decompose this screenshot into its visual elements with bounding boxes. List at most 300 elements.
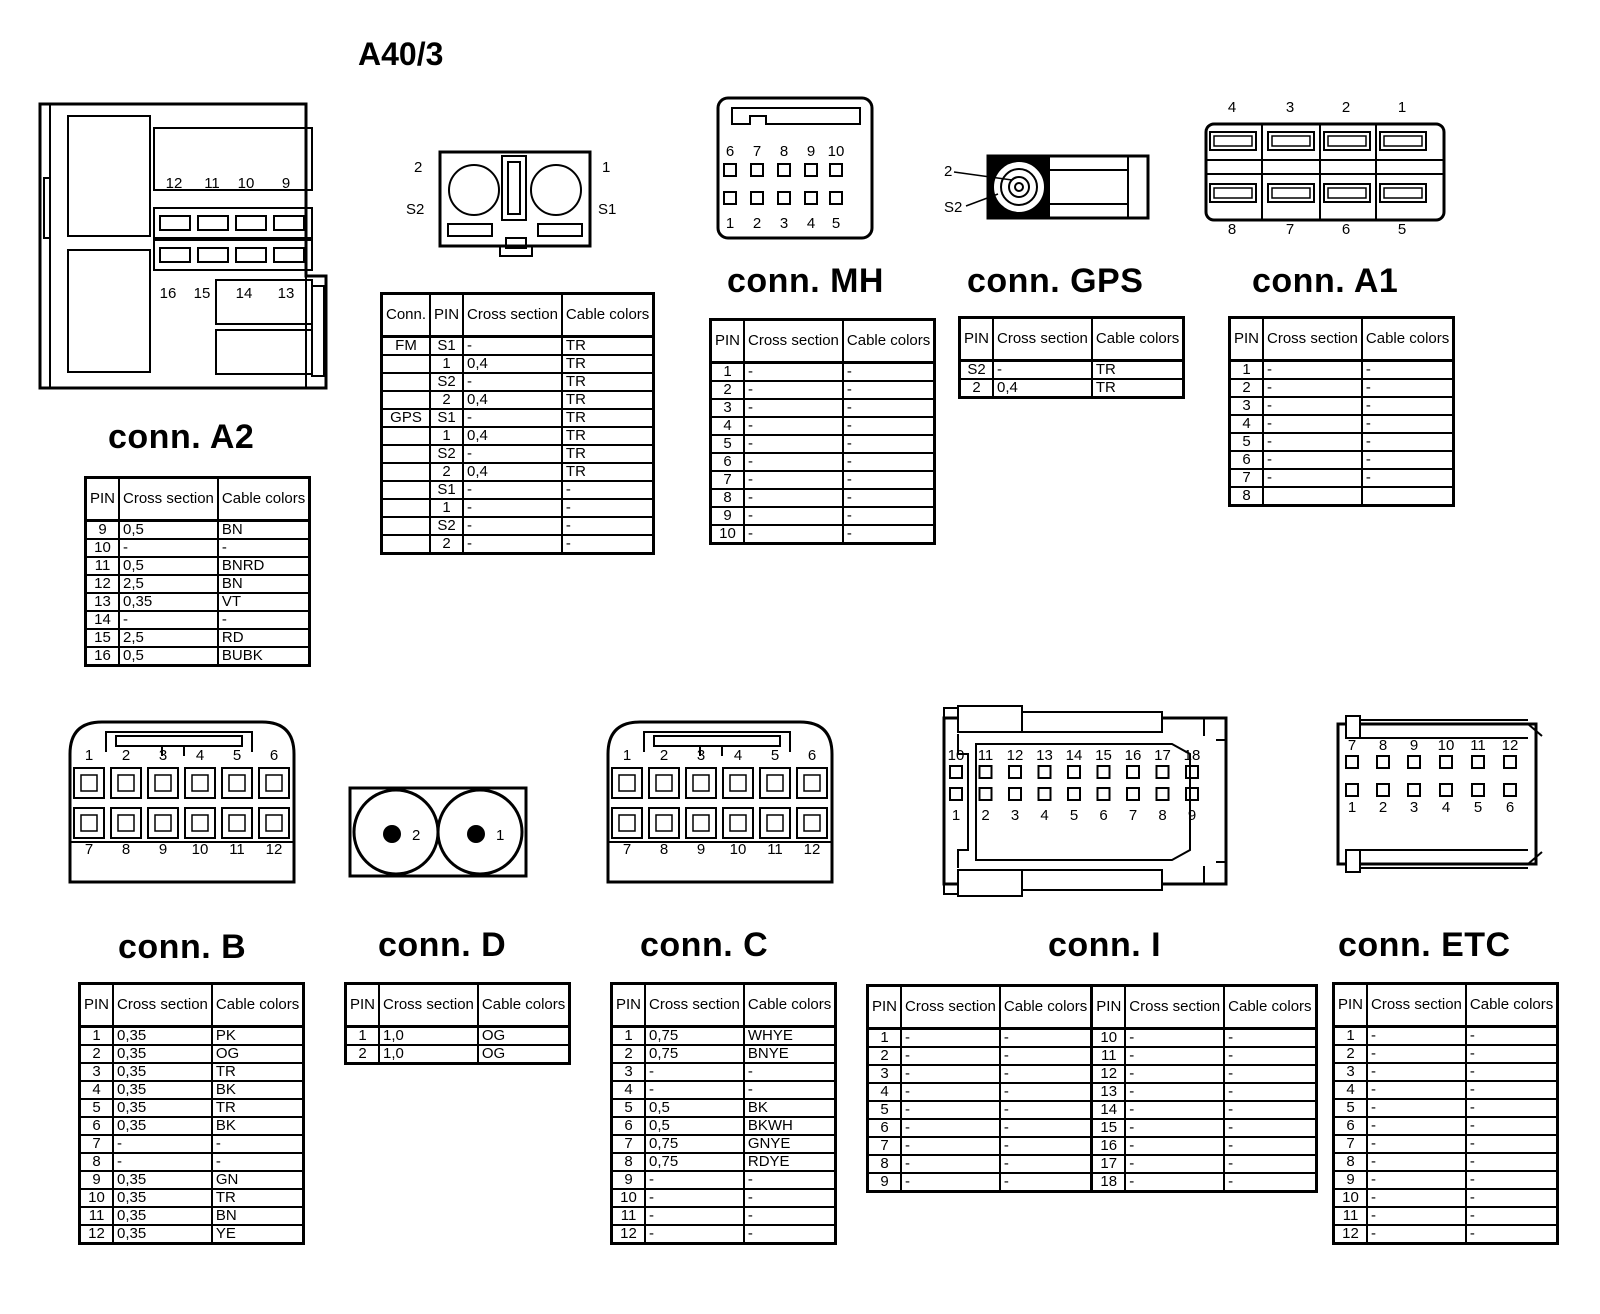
conn-i-title: conn. I: [1048, 926, 1162, 964]
cable-header: Cable colors: [1092, 318, 1184, 361]
pin-label: 2: [1378, 799, 1388, 816]
table-cell: -: [1000, 1173, 1092, 1192]
table-cell: -: [463, 481, 562, 499]
table-cell: -: [901, 1155, 1000, 1173]
pin-label: 16: [159, 285, 177, 302]
pin-header: PIN: [960, 318, 994, 361]
pin-slot: [1384, 188, 1422, 198]
conn-d-table: [344, 982, 571, 1065]
pin-header: PIN: [80, 984, 114, 1027]
table-cell: [382, 373, 431, 391]
table-cell: 8: [868, 1155, 902, 1173]
table-cell: -: [1125, 1101, 1224, 1119]
table-row: [346, 1045, 570, 1064]
pin-label: 11: [767, 841, 783, 858]
pin-inner: [693, 775, 709, 791]
cable-header: Cable colors: [1466, 984, 1558, 1027]
table-cell: -: [1000, 1137, 1092, 1155]
table-cell: 0,35: [113, 1081, 212, 1099]
table-cell: S1: [430, 409, 463, 427]
pin-socket: [612, 808, 642, 838]
table-cell: -: [843, 471, 935, 489]
table-cell: 6: [711, 453, 745, 471]
pin-label: 8: [659, 841, 669, 858]
pin-socket: [1039, 766, 1051, 778]
pin-inner: [266, 815, 282, 831]
table-row: [612, 1117, 836, 1135]
pin-socket: [185, 768, 215, 798]
pin-socket: [1210, 184, 1256, 202]
table-cell: RD: [218, 629, 310, 647]
table-cell: 1: [612, 1027, 646, 1046]
pin-label: 12: [165, 175, 183, 192]
table-cell: 10: [80, 1189, 114, 1207]
table-cell: -: [463, 535, 562, 554]
pin-socket: [649, 768, 679, 798]
table-cell: 2: [960, 379, 994, 398]
pin-label: 9: [1187, 807, 1197, 824]
table-row: [612, 1099, 836, 1117]
table-row: [382, 463, 654, 481]
table-cell: 0,5: [119, 521, 218, 540]
table-cell: -: [1263, 415, 1362, 433]
table-cell: -: [119, 539, 218, 557]
table-row: [382, 337, 654, 356]
pin-socket: [1009, 766, 1021, 778]
table-row: [1230, 451, 1454, 469]
pin-inner: [192, 815, 208, 831]
table-row: [868, 1065, 1317, 1083]
table-cell: 5: [711, 435, 745, 453]
pin-label: 3: [1010, 807, 1020, 824]
table-row: [711, 363, 935, 382]
table-cell: -: [1362, 433, 1454, 451]
table-cell: 0,35: [113, 1099, 212, 1117]
table-cell: -: [843, 435, 935, 453]
table-cell: 0,35: [113, 1063, 212, 1081]
table-cell: 7: [1230, 469, 1264, 487]
pin-socket: [1157, 788, 1169, 800]
table-cell: -: [1000, 1047, 1092, 1065]
table-cell: 14: [86, 611, 120, 629]
pin-socket: [1268, 132, 1314, 150]
pin-label: 5: [232, 747, 242, 764]
pin-label: 9: [281, 175, 291, 192]
conn-a2-drawing: [36, 100, 336, 396]
table-row: [868, 1173, 1317, 1192]
table-cell: -: [1224, 1155, 1316, 1173]
cable-header: Cable colors: [212, 984, 304, 1027]
conn-gps-title: conn. GPS: [967, 262, 1144, 300]
table-row: [960, 361, 1184, 380]
table-row: [1334, 1117, 1558, 1135]
pin-socket: [1346, 756, 1358, 768]
table-cell: -: [1367, 1063, 1466, 1081]
pin-inner: [155, 815, 171, 831]
table-cell: 0,35: [113, 1171, 212, 1189]
table-row: [86, 611, 310, 629]
pin-socket: [950, 766, 962, 778]
table-cell: GN: [212, 1171, 304, 1189]
table-cell: -: [645, 1063, 744, 1081]
pin-label: 7: [622, 841, 632, 858]
table-cell: -: [1125, 1173, 1224, 1192]
table-cell: 5: [1230, 433, 1264, 451]
table-cell: -: [218, 611, 310, 629]
pin-socket: [222, 808, 252, 838]
table-cell: -: [463, 409, 562, 427]
table-cell: -: [1367, 1153, 1466, 1171]
table-cell: 0,4: [463, 463, 562, 481]
table-row: [382, 517, 654, 535]
table-row: [711, 453, 935, 471]
table-cell: 5: [1334, 1099, 1368, 1117]
table-cell: -: [901, 1065, 1000, 1083]
pin-socket: [259, 808, 289, 838]
table-cell: 9: [711, 507, 745, 525]
table-cell: -: [1466, 1207, 1558, 1225]
pin-socket: [751, 164, 763, 176]
table-cell: -: [1000, 1083, 1092, 1101]
cross-header: Cross section: [463, 294, 562, 337]
table-row: [1334, 1225, 1558, 1244]
table-cell: BN: [218, 575, 310, 593]
pin-slot: [1328, 136, 1366, 146]
table-cell: 3: [80, 1063, 114, 1081]
table-cell: -: [1125, 1065, 1224, 1083]
pin-socket: [1186, 766, 1198, 778]
pin-label: 7: [1128, 807, 1138, 824]
pin-socket: [723, 808, 753, 838]
pin-slot: [1272, 136, 1310, 146]
table-cell: TR: [212, 1189, 304, 1207]
pin-label: 6: [1099, 807, 1108, 824]
table-cell: BN: [212, 1207, 304, 1225]
table-row: [86, 521, 310, 540]
table-cell: 0,4: [463, 391, 562, 409]
pin-socket: [74, 768, 104, 798]
table-row: [612, 1063, 836, 1081]
table-row: [80, 1171, 304, 1189]
pin-inner: [804, 815, 820, 831]
table-cell: RDYE: [744, 1153, 836, 1171]
table-cell: 1: [346, 1027, 380, 1046]
pin-socket: [980, 766, 992, 778]
pin-socket: [950, 788, 962, 800]
table-cell: 0,35: [113, 1117, 212, 1135]
table-row: [868, 1029, 1317, 1048]
table-cell: -: [1224, 1029, 1316, 1048]
pin-label: 1: [951, 807, 961, 824]
table-cell: 2: [868, 1047, 902, 1065]
table-cell: 4: [1230, 415, 1264, 433]
pin-label: 2: [752, 215, 762, 232]
pin-label: 10: [1437, 737, 1455, 754]
conn-etc-table: [1332, 982, 1559, 1245]
pin-label: 3: [158, 747, 168, 764]
pin-label: 11: [204, 175, 220, 192]
table-cell: -: [901, 1137, 1000, 1155]
table-row: [612, 1171, 836, 1189]
table-row: [612, 1027, 836, 1046]
table-cell: -: [1224, 1065, 1316, 1083]
table-cell: 12: [1092, 1065, 1126, 1083]
conn-b-title: conn. B: [118, 928, 247, 966]
table-cell: -: [645, 1225, 744, 1244]
pin-inner: [767, 815, 783, 831]
pin-label: 8: [121, 841, 131, 858]
pin-label: 7: [752, 143, 762, 160]
table-cell: 7: [868, 1137, 902, 1155]
table-cell: 4: [80, 1081, 114, 1099]
pin-label: 15: [193, 285, 211, 302]
table-cell: -: [843, 381, 935, 399]
table-cell: -: [1367, 1171, 1466, 1189]
pin-socket: [1504, 756, 1516, 768]
table-row: [1230, 379, 1454, 397]
table-cell: -: [1367, 1135, 1466, 1153]
table-row: [868, 1119, 1317, 1137]
pin-label: 4: [195, 747, 205, 764]
table-cell: 17: [1092, 1155, 1126, 1173]
table-cell: -: [744, 507, 843, 525]
table-cell: TR: [562, 409, 654, 427]
table-row: [1334, 1153, 1558, 1171]
table-cell: -: [1224, 1101, 1316, 1119]
table-cell: 7: [1334, 1135, 1368, 1153]
pin-socket: [760, 808, 790, 838]
table-row: [711, 417, 935, 435]
conn-a2-table: [84, 476, 311, 667]
table-row: [711, 399, 935, 417]
table-cell: -: [463, 445, 562, 463]
table-cell: -: [1466, 1189, 1558, 1207]
table-row: [80, 1063, 304, 1081]
pin-label: 1: [1347, 799, 1357, 816]
cross-header: Cross section: [119, 478, 218, 521]
pin-label: 1: [725, 215, 735, 232]
table-cell: 1: [711, 363, 745, 382]
table-cell: S2: [430, 445, 463, 463]
table-cell: -: [1466, 1225, 1558, 1244]
pin-label: 15: [1095, 747, 1112, 764]
table-cell: -: [1466, 1171, 1558, 1189]
gps-pin-s2-label: S2: [944, 199, 963, 216]
table-cell: -: [1367, 1027, 1466, 1046]
table-cell: OG: [212, 1045, 304, 1063]
table-cell: -: [212, 1153, 304, 1171]
pin-socket: [222, 768, 252, 798]
pin-label: 8: [1378, 737, 1388, 754]
conn-c-title: conn. C: [640, 926, 769, 964]
table-cell: 2: [430, 463, 463, 481]
table-cell: BNYE: [744, 1045, 836, 1063]
table-row: [711, 489, 935, 507]
cross-header: Cross section: [993, 318, 1092, 361]
pin-label: 6: [807, 747, 817, 764]
table-cell: -: [744, 1081, 836, 1099]
table-cell: 3: [1334, 1063, 1368, 1081]
table-row: [612, 1045, 836, 1063]
table-cell: 10: [1092, 1029, 1126, 1048]
pin-label: 3: [779, 215, 789, 232]
table-row: [382, 481, 654, 499]
table-cell: -: [744, 453, 843, 471]
pin-inner: [730, 775, 746, 791]
table-cell: -: [1466, 1081, 1558, 1099]
table-cell: TR: [1092, 379, 1184, 398]
table-cell: 7: [612, 1135, 646, 1153]
table-cell: -: [1466, 1027, 1558, 1046]
table-cell: GNYE: [744, 1135, 836, 1153]
fm-pin-s1-label: S1: [598, 201, 617, 218]
pin-socket: [778, 192, 790, 204]
pin-inner: [619, 775, 635, 791]
table-cell: 8: [80, 1153, 114, 1171]
table-cell: 0,4: [993, 379, 1092, 398]
table-row: [382, 427, 654, 445]
pin-inner: [804, 775, 820, 791]
pin-socket: [1324, 184, 1370, 202]
table-cell: -: [1125, 1083, 1224, 1101]
pin-inner: [730, 815, 746, 831]
pin-socket: [1098, 788, 1110, 800]
table-cell: 12: [1334, 1225, 1368, 1244]
pin-inner: [155, 775, 171, 791]
table-cell: -: [1263, 379, 1362, 397]
pin-slot: [1328, 188, 1366, 198]
pin-socket: [760, 768, 790, 798]
pin-label: 9: [696, 841, 706, 858]
pin-inner: [192, 775, 208, 791]
pin-slot: [1214, 136, 1252, 146]
table-cell: OG: [478, 1027, 570, 1046]
table-cell: -: [1000, 1065, 1092, 1083]
table-cell: 1,0: [379, 1027, 478, 1046]
pin-inner: [229, 775, 245, 791]
pin-label: 2: [659, 747, 669, 764]
table-cell: [382, 499, 431, 517]
table-cell: -: [1125, 1029, 1224, 1048]
pin-label: 4: [1040, 807, 1049, 824]
table-cell: VT: [218, 593, 310, 611]
table-cell: BK: [212, 1117, 304, 1135]
table-cell: BUBK: [218, 647, 310, 666]
table-cell: 3: [612, 1063, 646, 1081]
table-cell: 9: [86, 521, 120, 540]
table-row: [80, 1225, 304, 1244]
table-row: [1334, 1171, 1558, 1189]
table-cell: S2: [430, 373, 463, 391]
pin-socket: [1346, 784, 1358, 796]
table-cell: [382, 427, 431, 445]
pin-label: 6: [269, 747, 279, 764]
table-cell: 5: [80, 1099, 114, 1117]
conn-gps-drawing: [942, 150, 1152, 224]
table-cell: -: [1362, 379, 1454, 397]
pin-socket: [1186, 788, 1198, 800]
table-cell: 8: [612, 1153, 646, 1171]
pin-socket: [1408, 784, 1420, 796]
table-cell: -: [843, 525, 935, 544]
table-cell: 15: [86, 629, 120, 647]
table-cell: -: [1224, 1083, 1316, 1101]
d-pin-1-label: 1: [496, 827, 505, 844]
table-cell: -: [1466, 1153, 1558, 1171]
table-cell: 13: [1092, 1083, 1126, 1101]
table-cell: 12: [86, 575, 120, 593]
pin-label: 10: [191, 841, 209, 858]
table-row: [1334, 1189, 1558, 1207]
pin-label: 3: [1409, 799, 1419, 816]
table-cell: -: [1367, 1045, 1466, 1063]
table-row: [80, 1027, 304, 1046]
conn-gps-table: [958, 316, 1185, 399]
table-cell: TR: [562, 337, 654, 356]
table-row: [612, 1189, 836, 1207]
table-cell: -: [843, 399, 935, 417]
table-cell: -: [463, 517, 562, 535]
table-row: [1334, 1135, 1558, 1153]
pin-label: 4: [1441, 799, 1451, 816]
pin-inner: [693, 815, 709, 831]
table-row: [382, 373, 654, 391]
pin-inner: [118, 815, 134, 831]
table-cell: [382, 481, 431, 499]
table-cell: 2: [1334, 1045, 1368, 1063]
table-cell: BK: [212, 1081, 304, 1099]
table-cell: -: [463, 373, 562, 391]
table-row: [868, 1155, 1317, 1173]
table-cell: 12: [612, 1225, 646, 1244]
table-row: [382, 391, 654, 409]
table-cell: 6: [868, 1119, 902, 1137]
table-cell: -: [744, 363, 843, 382]
table-cell: -: [744, 435, 843, 453]
table-cell: 7: [80, 1135, 114, 1153]
table-cell: -: [1367, 1225, 1466, 1244]
table-cell: -: [562, 499, 654, 517]
table-cell: BN: [218, 521, 310, 540]
table-cell: -: [744, 525, 843, 544]
cross-header: Cross section: [744, 320, 843, 363]
pin-slot: [1384, 136, 1422, 146]
table-row: [868, 1047, 1317, 1065]
cross-header: Cross section: [1125, 986, 1224, 1029]
table-cell: BK: [744, 1099, 836, 1117]
conn-a1-title: conn. A1: [1252, 262, 1399, 300]
pin-socket: [1472, 784, 1484, 796]
table-cell: TR: [562, 373, 654, 391]
table-cell: 2: [430, 535, 463, 554]
pin-label: 6: [1505, 799, 1515, 816]
pin-header: PIN: [612, 984, 646, 1027]
table-cell: TR: [562, 445, 654, 463]
table-cell: 1: [430, 355, 463, 373]
conn-etc-title: conn. ETC: [1338, 926, 1511, 964]
table-cell: [382, 445, 431, 463]
table-cell: 1: [1230, 361, 1264, 380]
table-cell: 18: [1092, 1173, 1126, 1192]
table-cell: GPS: [382, 409, 431, 427]
pin-socket: [686, 808, 716, 838]
table-cell: TR: [562, 355, 654, 373]
table-cell: [1362, 487, 1454, 506]
table-cell: 3: [1230, 397, 1264, 415]
table-cell: -: [901, 1173, 1000, 1192]
pin-label: 4: [1227, 99, 1237, 116]
conn-i-drawing: [940, 704, 1234, 900]
